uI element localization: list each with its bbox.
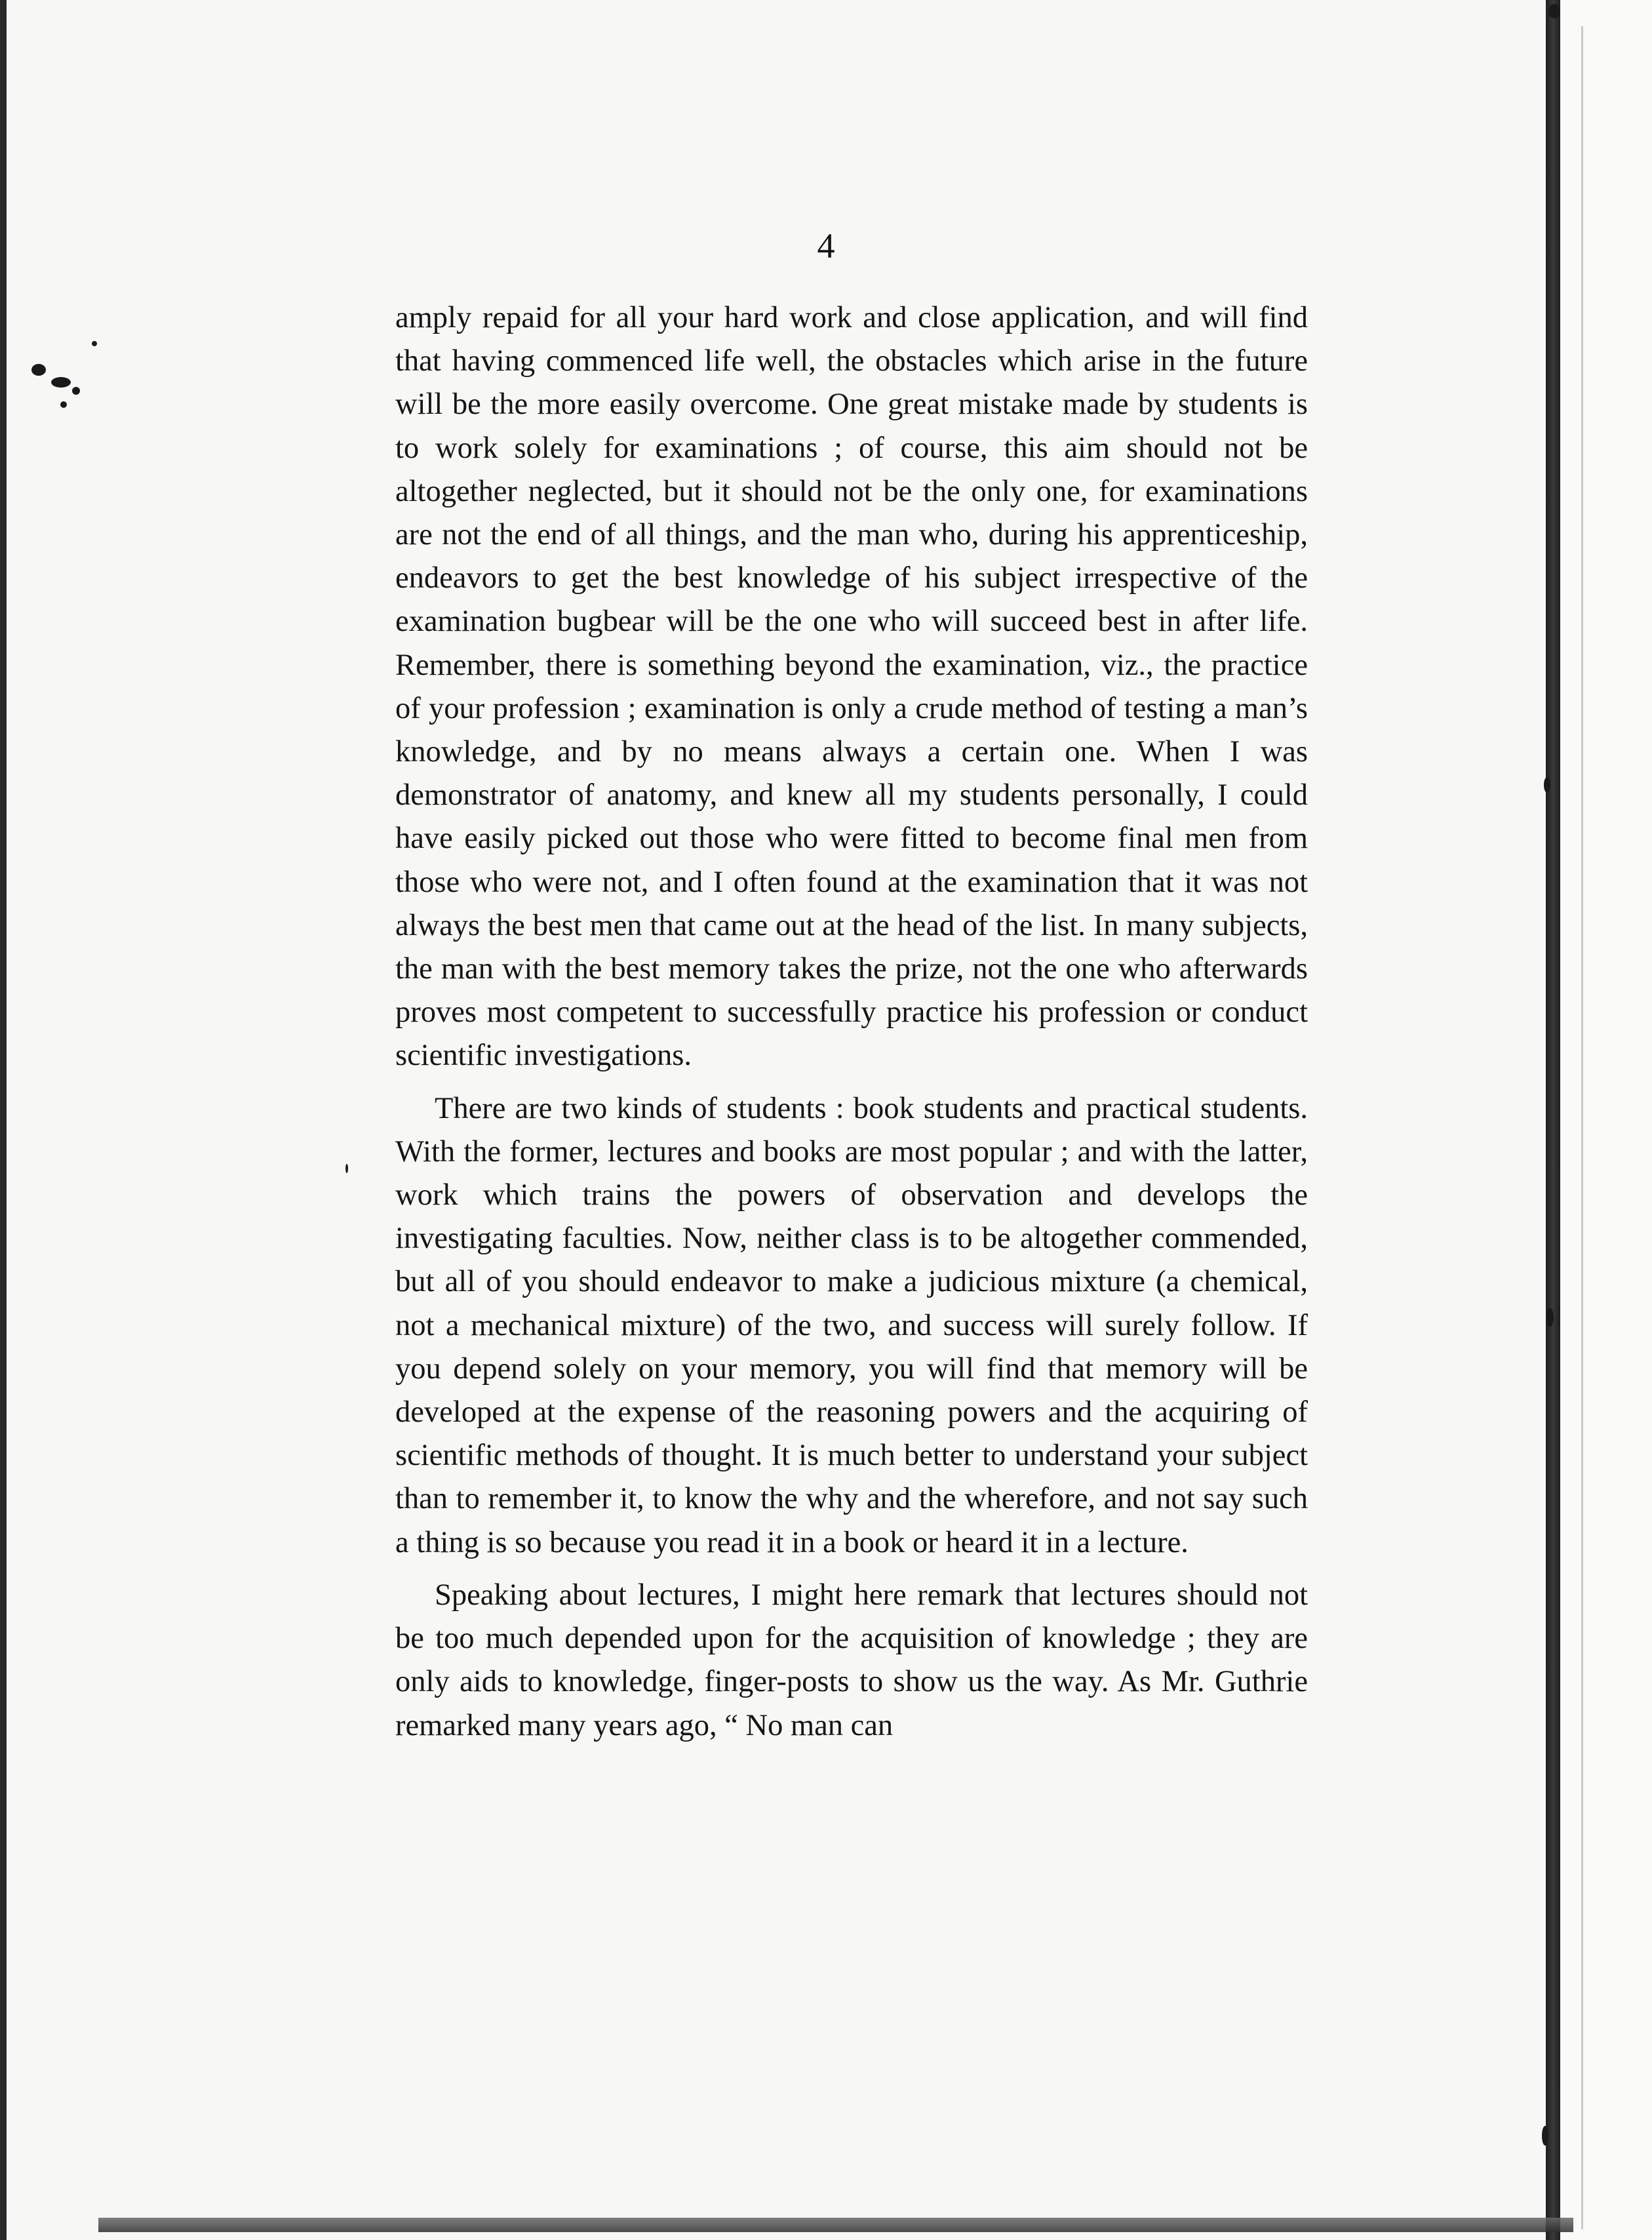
paragraph: There are two kinds of students : book students and practical students. With the former, lectures and books are most popular ; and with the latter, work which trains the powers of observation and develops the investigating faculties. Now, neither class is to be altogether commended, but all of you should endeavor to make a judicious mixture (a chemical, not a mechanical mixture) of the two, and success will surely follow. If you depend solely on your memory, you will find that memory will be developed at the expense of the reasoning powers and the acquiring of scientific methods of thought. It is much better to understand your subject than to remember it, to know the why and the wherefore, and not say such a thing is so because you read it in a book or heard it in a lecture.	[395, 1091, 1308, 1559]
scan-speck	[31, 364, 46, 376]
scan-speck	[345, 1164, 348, 1173]
paragraph: amply repaid for all your hard work and close application, and will find that having commenced life well, the obstacles which arise in the future will be the more easily overcome. One great mistake made by students is to work solely for examinations ; of course, this aim should not be altogether neglected, but it should not be the only one, for examinations are not the end of all things, and the man who, during his apprenticeship, endeavors to get the best knowledge of his subject irrespective of the examination bugbear will be the one who will succeed best in after life. Remember, there is something beyond the examination, viz., the practice of your profession ; examination is only a crude method of testing a man’s knowledge, and by no means always a certain one. When I was demonstrator of anatomy, and knew all my students personally, I could have easily picked out those who were fitted to become final men from those who were not, and I often found at the examination that it was not always the best men that came out at the head of the list. In many subjects, the man with the best memory takes the prize, not the one who afterwards proves most competent to successfully practice his profession or conduct scientific investigations.	[395, 301, 1308, 1073]
facing-page-rule	[1581, 26, 1583, 2230]
scan-speck	[60, 401, 67, 408]
scan-speck	[1548, 4, 1560, 18]
scan-speck	[72, 387, 80, 395]
scan-speck	[51, 377, 71, 388]
body-text	[395, 296, 1308, 1748]
scan-speck	[1542, 2126, 1548, 2146]
facing-page-margin	[1560, 0, 1652, 2240]
scan-speck	[1544, 777, 1550, 793]
scan-speck	[1546, 1308, 1554, 1327]
page-binding-strip	[1546, 0, 1560, 2240]
paragraph: Speaking about lectures, I might here remark that lectures should not be too much depended upon for the acquisition of knowledge ; they are only aids to knowledge, finger-posts to show us the way. As Mr. Guthrie remarked many years ago, “ No man can	[395, 1578, 1308, 1742]
page-bottom-edge	[98, 2218, 1573, 2232]
scan-speck	[92, 341, 97, 346]
page-number: 4	[817, 226, 835, 266]
page-left-edge	[0, 0, 7, 2240]
